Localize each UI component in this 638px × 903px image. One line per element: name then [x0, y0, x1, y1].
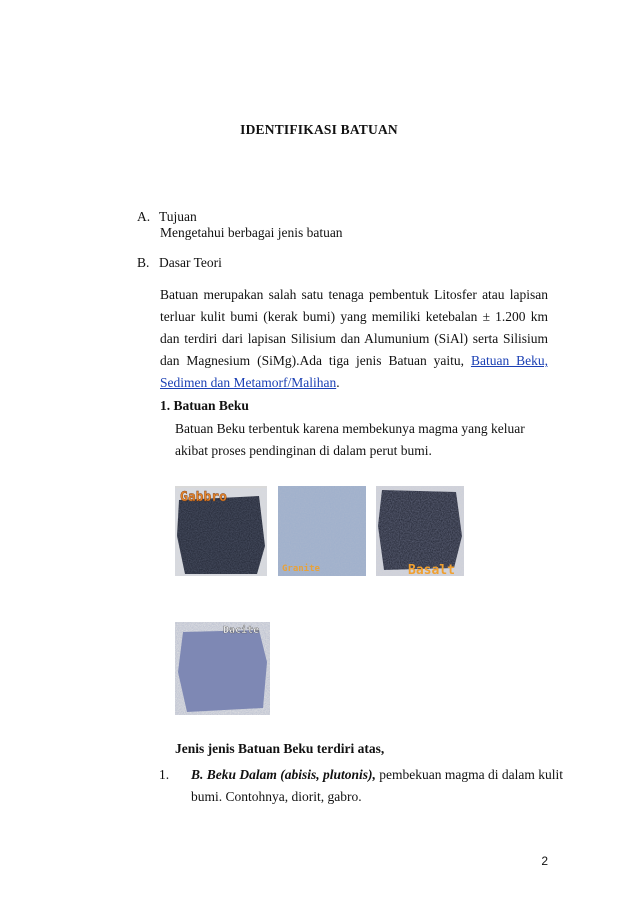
types-heading: Jenis jenis Batuan Beku terdiri atas,: [175, 741, 385, 756]
section-b-paragraph: [160, 284, 548, 394]
dacite-label: Dacite: [223, 625, 260, 636]
section-b-title: Dasar Teori: [159, 255, 222, 270]
gabbro-image: [175, 486, 267, 576]
dacite-image: [175, 622, 270, 715]
page-number: 2: [541, 854, 548, 868]
list-item-number: 1.: [159, 767, 170, 782]
basalt-label: Basalt: [408, 563, 455, 576]
granite-image: [278, 486, 366, 576]
section-b-text-end: .: [336, 375, 340, 390]
page-title: IDENTIFIKASI BATUAN: [240, 122, 398, 137]
rock-types-link[interactable]: Batuan Beku, Sedimen dan Metamorf/Malihan: [160, 353, 548, 390]
granite-label: Granite: [282, 564, 320, 574]
types-list-item: [159, 764, 571, 808]
list-item-term: B. Beku Dalam (abisis, plutonis),: [191, 767, 376, 782]
subsection-text: Batuan Beku terbentuk karena membekunya magma yang keluar akibat proses pendinginan di dalam perut bumi.: [175, 421, 525, 458]
section-a-text: [160, 222, 548, 244]
section-a-text-content: Mengetahui berbagai jenis batuan: [160, 225, 343, 240]
list-item-text: pembekuan magma di dalam kulit bumi. Contohnya, diorit, gabro.: [191, 767, 563, 804]
section-a-title: Tujuan: [159, 209, 197, 224]
section-b-heading: [137, 255, 222, 271]
gabbro-label: Gabbro: [180, 490, 227, 505]
section-b-text: Batuan merupakan salah satu tenaga pembentuk Litosfer atau lapisan terluar kulit bumi (kerak bumi) yang memiliki ketebalan ± 1.200 km dan terdiri dari lapisan Silisium dan Alumunium (SiAl) serta Silisium dan Magnesium (SiMg).Ada tiga jenis Batuan yaitu,: [160, 287, 548, 368]
section-b-marker: B.: [137, 255, 150, 270]
basalt-image: [376, 486, 464, 576]
section-a-marker: A.: [137, 209, 151, 224]
subsection-heading: 1. Batuan Beku: [160, 398, 249, 413]
